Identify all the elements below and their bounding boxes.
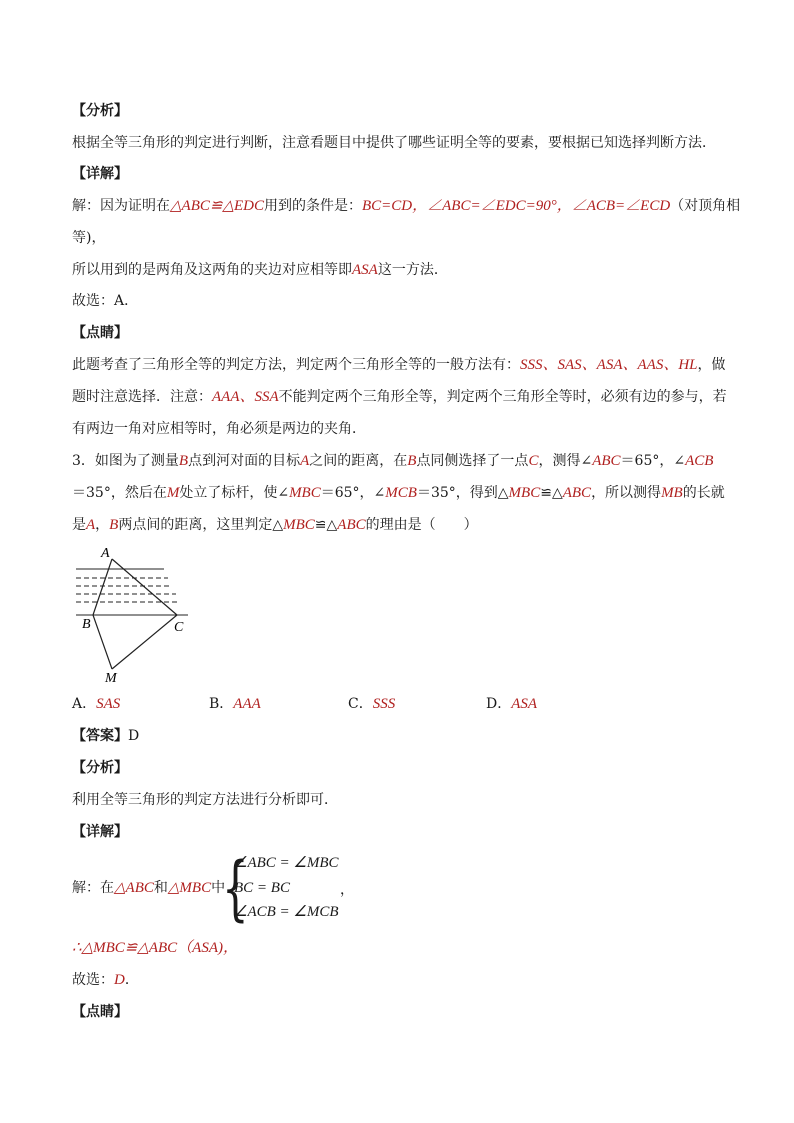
option-a	[72, 694, 120, 714]
detail-heading: 【详解】	[72, 824, 128, 840]
comment-line-3: 有两边一角对应相等时，角必须是两边的夹角．	[72, 421, 366, 437]
text: ，测得∠	[538, 453, 593, 469]
math: A	[86, 517, 96, 533]
math: MBC	[283, 517, 315, 533]
math: ASA	[352, 262, 378, 278]
comment-line-1	[72, 355, 726, 375]
math: ACB	[685, 453, 714, 469]
option-value: AAA	[233, 696, 261, 712]
option-b	[209, 694, 261, 714]
analysis-heading: 【分析】	[72, 103, 128, 119]
system-line-1: ∠ABC = ∠MBC	[234, 855, 339, 871]
analysis-heading: 【分析】	[72, 760, 128, 776]
text: 解：因为证明在	[72, 198, 170, 214]
text: 之间的距离，在	[309, 453, 408, 469]
text: 和	[153, 880, 168, 896]
system-line-2: BC = BC	[234, 880, 290, 896]
text: ＝65°，∠	[620, 453, 686, 469]
segment-AB	[93, 559, 112, 615]
text: ，做	[697, 357, 726, 373]
text: 此题考查了三角形全等的判定方法，判定两个三角形全等的一般方法有：	[72, 357, 520, 373]
math: ABC	[562, 485, 592, 501]
option-d	[486, 694, 537, 714]
text: ，所以测得	[591, 485, 662, 501]
text: 中	[211, 880, 226, 896]
math: ABC	[592, 453, 621, 469]
math: C	[528, 453, 539, 469]
option-letter: A．	[72, 696, 97, 712]
system-comma: ，	[340, 882, 354, 898]
label-C: C	[174, 620, 184, 635]
analysis-text: 根据全等三角形的判定进行判断，注意看题目中提供了哪些证明全等的要素，要根据已知选择判断方法．	[72, 135, 716, 151]
text: ＝65°，∠	[320, 485, 386, 501]
math: △MBC	[167, 880, 212, 896]
question-line-3	[72, 515, 478, 535]
text: 题时注意选择．注意：	[72, 389, 212, 405]
text: ，	[95, 517, 110, 533]
text: 是	[72, 517, 86, 533]
math: D	[114, 972, 125, 988]
segment-BM	[93, 615, 112, 669]
math: MBC	[289, 485, 321, 501]
text: ≌△	[540, 485, 563, 501]
detail-line-1	[72, 196, 740, 216]
math: MBC	[508, 485, 541, 501]
math: M	[166, 485, 180, 501]
math: ABC	[337, 517, 366, 533]
option-letter: B．	[209, 696, 234, 712]
option-value: SAS	[96, 696, 121, 712]
text: 3．如图为了测量	[72, 453, 179, 469]
text: ＝35°，然后在	[72, 485, 167, 501]
option-c	[348, 694, 395, 714]
text: （对顶角相	[670, 198, 741, 214]
option-value: SSS	[372, 696, 396, 712]
math: B	[109, 517, 119, 533]
math: B	[178, 453, 189, 469]
analysis-text: 利用全等三角形的判定方法进行分析即可．	[72, 792, 338, 808]
text: 这一方法．	[377, 262, 448, 278]
answer-line	[72, 726, 139, 746]
text: 的理由是（ ）	[365, 517, 478, 533]
math: △ABC≌△EDC	[170, 198, 264, 214]
math: MB	[661, 485, 683, 501]
question-line-2	[72, 483, 725, 503]
text: 用到的条件是：	[263, 198, 362, 214]
math: A	[300, 453, 310, 469]
comment-heading: 【点睛】	[72, 325, 128, 341]
text: 不能判定两个三角形全等，判定两个三角形全等时，必须有边的参与，若	[278, 389, 727, 405]
math: SSS、SAS、ASA、AAS、HL	[520, 357, 698, 373]
choose-line	[72, 970, 139, 990]
text: 的长就	[682, 485, 725, 501]
text: 点到河对面的目标	[188, 453, 301, 469]
option-letter: D．	[486, 696, 512, 712]
option-letter: C．	[348, 696, 373, 712]
comment-line-2	[72, 387, 727, 407]
brace-symbol: {	[222, 847, 249, 929]
detail-line-2: 等)，	[72, 230, 106, 246]
text: 所以用到的是两角及这两角的夹边对应相等即	[72, 262, 352, 278]
math: ，∠ABC=∠EDC=90°，∠ACB=∠ECD	[412, 198, 671, 214]
label-A: A	[101, 546, 110, 561]
text: ＝35°，得到△	[416, 485, 509, 501]
detail-line-3	[72, 260, 448, 280]
solution-line	[72, 878, 225, 898]
segment-CM	[112, 615, 177, 669]
math: △ABC	[114, 880, 154, 896]
math: B	[407, 453, 417, 469]
system-line-3: ∠ACB = ∠MCB	[234, 904, 339, 920]
conclusion-line: ∴△MBC≌△ABC（ASA)，	[72, 940, 238, 956]
question-line-1	[72, 451, 713, 471]
answer-heading: 【答案】	[72, 728, 128, 744]
text: 点同侧选择了一点	[416, 453, 529, 469]
text: ．	[124, 972, 139, 988]
math: MCB	[385, 485, 417, 501]
geometry-figure	[70, 542, 200, 687]
label-M: M	[105, 671, 117, 686]
detail-heading: 【详解】	[72, 166, 128, 182]
text: 故选：	[72, 972, 114, 988]
label-B: B	[82, 617, 91, 632]
math: BC=CD	[361, 198, 413, 214]
comment-heading: 【点睛】	[72, 1004, 128, 1020]
text: 两点间的距离，这里判定△	[118, 517, 284, 533]
text: 处立了标杆，使∠	[179, 485, 290, 501]
math: AAA、SSA	[212, 389, 279, 405]
text: 解：在	[72, 880, 114, 896]
option-value: ASA	[511, 696, 538, 712]
choose-line: 故选：A．	[72, 293, 139, 309]
segment-AC	[112, 559, 177, 615]
answer-value: D	[128, 728, 140, 744]
text: ≌△	[314, 517, 338, 533]
